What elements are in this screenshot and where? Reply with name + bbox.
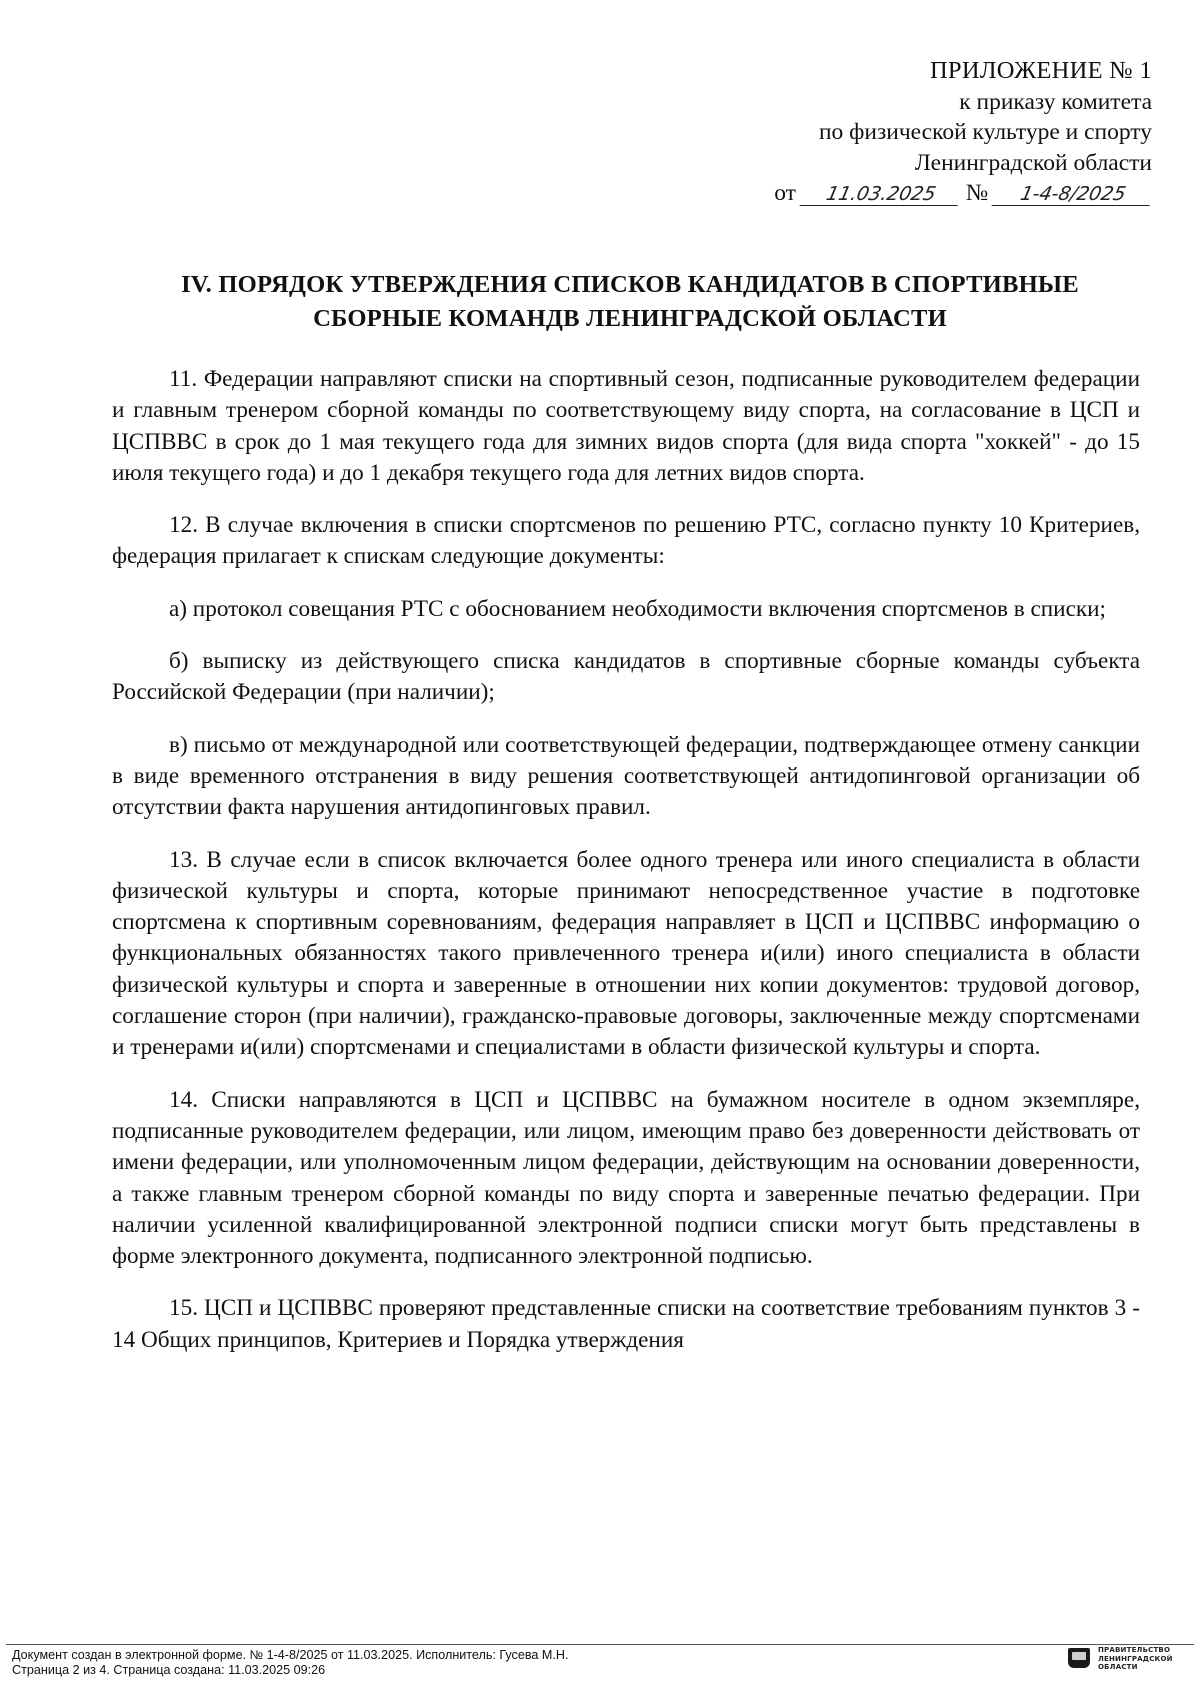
footer-page-info: Страница 2 из 4. Страница создана: 11.03.2025 09:26 bbox=[12, 1663, 326, 1677]
annex-line-region: Ленинградской области bbox=[914, 149, 1152, 176]
number-prefix: № bbox=[965, 180, 989, 206]
section-title-line-2: СБОРНЫЕ КОМАНДВ ЛЕНИНГРАДСКОЙ ОБЛАСТИ bbox=[313, 305, 947, 332]
date-prefix: от bbox=[774, 180, 796, 206]
annex-header bbox=[672, 56, 1152, 209]
paragraph-12c: в) письмо от международной или соответствующей федерации, подтверждающее отмену санкции в виде временного отстранения в виду решения соответствующей антидопинговой организации об отсутствии факта нарушения антидопинговых правил. bbox=[112, 731, 1140, 821]
paragraph-12b: б) выписку из действующего списка кандидатов в спортивные сборные команды субъекта Российской Федерации (при наличии); bbox=[112, 648, 1140, 706]
paragraph-13: 13. В случае если в список включается более одного тренера или иного специалиста в области физической культуры и спорта, которые принимают непосредственное участие в подготовке спортсмена к спортивным соревнованиям, федерация направляет в ЦСП и ЦСПВВС информацию о функциональных обязанностях такого привлеченного тренера и(или) иного специалиста в области физической культуры и спорта и заверенные в отношении них копии документов: трудовой договор, соглашение сторон (при наличии), гражданско-правовые договоры, заключенные между спортсменами и тренерами и(или) спортсменами и специалистами в области физической культуры и спорта. bbox=[112, 846, 1140, 1061]
gov-logo-line-3: ОБЛАСТИ bbox=[1098, 1663, 1138, 1671]
footer-document-info: Документ создан в электронной форме. № 1-4-8/2025 от 11.03.2025. Исполнитель: Гусева М.Н. bbox=[12, 1648, 569, 1662]
gov-logo-line-1: ПРАВИТЕЛЬСТВО bbox=[1098, 1646, 1171, 1654]
handwritten-number: 1-4-8/2025 bbox=[992, 183, 1155, 206]
paragraph-11: 11. Федерации направляют списки на спортивный сезон, подписанные руководителем федерации и главным тренером сборной команды по соответствующему виду спорта, на согласование в ЦСП и ЦСПВВС в срок до 1 мая текущего года для зимних видов спорта (для вида спорта "хоккей" - до 15 июля текущего года) и до 1 декабря текущего года для летних видов спорта. bbox=[112, 366, 1140, 486]
section-title bbox=[110, 268, 1150, 336]
handwritten-date: 11.03.2025 bbox=[799, 183, 962, 206]
gov-logo-line-2: ЛЕНИНГРАДСКОЙ bbox=[1098, 1654, 1173, 1663]
electronic-document-footer bbox=[12, 1648, 1112, 1678]
paragraph-14: 14. Списки направляются в ЦСП и ЦСПВВС на бумажном носителе в одном экземпляре, подписанные руководителем федерации, или лицом, имеющим право без доверенности действовать от имени федерации, или уполномоченным лицом федерации, действующим на основании доверенности, а также главным тренером сборной команды по виду спорта и заверенные печатью федерации. При наличии усиленной квалифицированной электронной подписи списки могут быть представлены в форме электронного документа, подписанного электронной подписью. bbox=[112, 1086, 1140, 1270]
paragraph-12: 12. В случае включения в списки спортсменов по решению РТС, согласно пункту 10 Критериев, федерация прилагает к спискам следующие документы: bbox=[112, 512, 1140, 570]
paragraph-12a: а) протокол совещания РТС с обоснованием необходимости включения спортсменов в списки; bbox=[169, 595, 1106, 622]
annex-line-order: к приказу комитета bbox=[959, 88, 1152, 115]
document-body bbox=[112, 364, 1140, 1377]
footer-divider bbox=[6, 1644, 1194, 1645]
annex-date-number-line bbox=[672, 178, 1152, 209]
section-title-line-1: IV. ПОРЯДОК УТВЕРЖДЕНИЯ СПИСКОВ КАНДИДАТОВ В СПОРТИВНЫЕ bbox=[181, 271, 1079, 298]
paragraph-15: 15. ЦСП и ЦСПВВС проверяют представленные списки на соответствие требованиям пунктов 3 - 14 Общих принципов, Критериев и Порядка утверждения bbox=[112, 1295, 1140, 1353]
government-emblem-icon bbox=[1068, 1648, 1090, 1668]
annex-title: ПРИЛОЖЕНИЕ № 1 bbox=[929, 57, 1152, 84]
government-logo-text bbox=[1098, 1646, 1196, 1672]
annex-line-committee: по физической культуре и спорту bbox=[818, 119, 1152, 145]
